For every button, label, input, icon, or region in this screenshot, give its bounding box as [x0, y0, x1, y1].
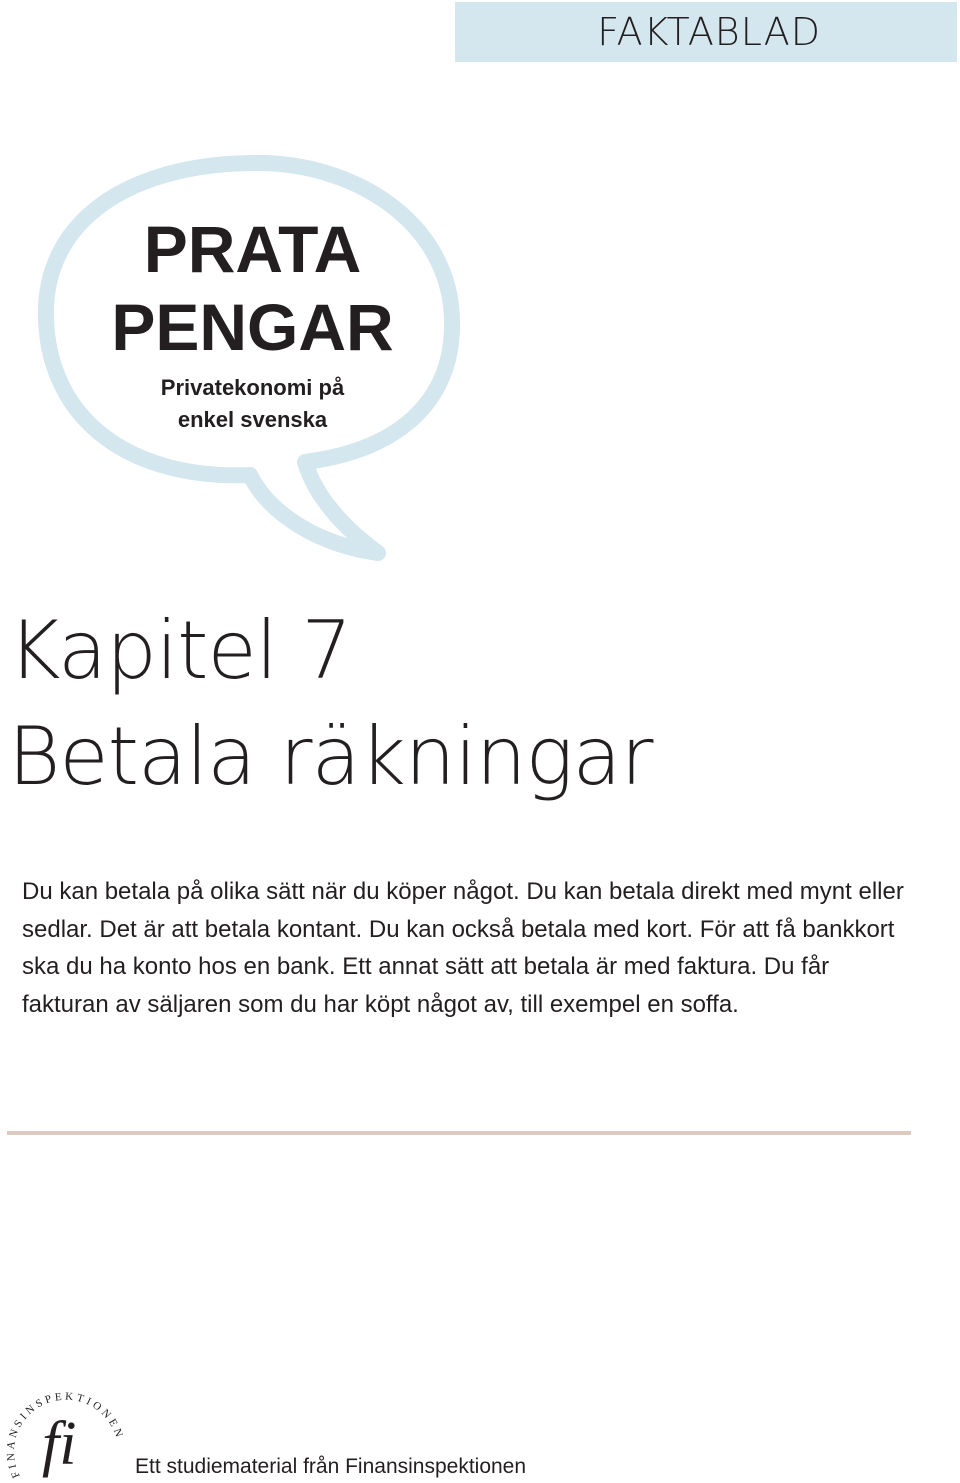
brand-subtitle-line1: Privatekonomi på — [160, 375, 345, 400]
finansinspektionen-logo-icon — [0, 1368, 130, 1483]
chapter-name: Betala räkningar — [8, 710, 653, 803]
brand-title-line2: PENGAR — [111, 290, 394, 364]
chapter-title — [8, 598, 652, 810]
brand-subtitle-line2: enkel svenska — [177, 407, 328, 432]
faktablad-header: FAKTABLAD — [455, 2, 957, 62]
divider — [7, 1131, 911, 1135]
logo-ring-text: FINANSINSPEKTIONEN — [4, 1390, 126, 1480]
brand-block — [90, 210, 415, 436]
brand-subtitle — [90, 372, 415, 436]
logo-mark: fi — [42, 1410, 77, 1478]
brand-title-line1: PRATA — [143, 212, 362, 286]
body-paragraph: Du kan betala på olika sätt när du köper något. Du kan betala direkt med mynt eller sedlar. Det är att betala kontant. Du kan också betala med kort. För att få bankkort ska du ha konto hos en bank. Ett annat sätt att betala är med faktura. Du får fakturan av säljaren som du har köpt något av, till exempel en soffa. — [22, 878, 904, 1018]
footer-text: Ett studiematerial från Finansinspektionen — [135, 1455, 527, 1478]
chapter-number: Kapitel 7 — [8, 604, 352, 697]
